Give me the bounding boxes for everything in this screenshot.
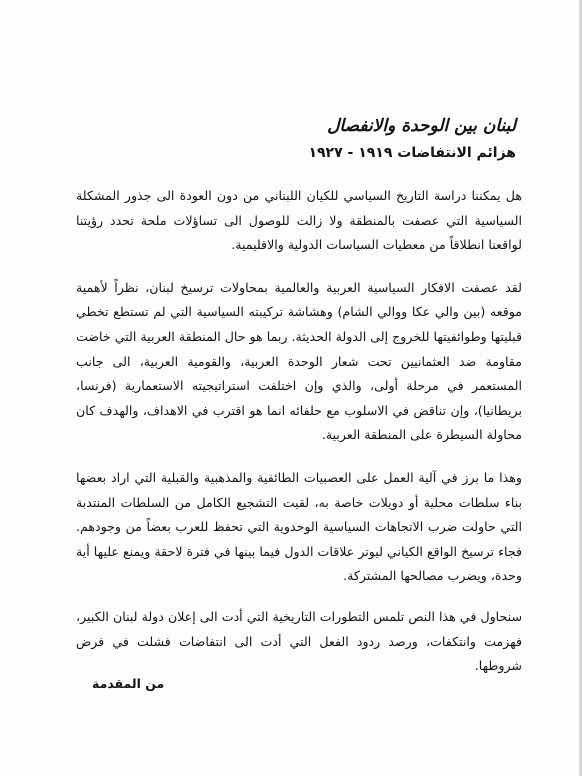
paragraph-3: وهذا ما برز في آلية العمل على العصبيات الطائفية والمذهبية والقبلية التي اراد بعضها بناء سلطات محلية أو دويلات خاصة به، لقيت التشجيع الكامل من السلطات المنتدبة التي حاولت ضرب الاتجاهات السياسية الوحدوية التي تحفظ للعرب بعضاً من وجودهم. فجاء ترسيخ الواقع الكياني ليوتر علاقات الدول فيما بينها في فترة لاحقة ويمنع عليها أية وحدة، ويضرب مصالحها المشتركة.	[76, 469, 522, 584]
document-subtitle: هزائم الانتفاضات ١٩١٩ - ١٩٢٧	[308, 145, 516, 161]
paragraph-2: لقد عصفت الافكار السياسية العربية والعالمية بمحاولات ترسيخ لبنان، نظراً لأهمية موقعه (بين والي عكا ووالي الشام) وهشاشة تركيبته السياسية التي لم تستطع تخطي قبليتها وطوائفيتها للخروج إلى الدولة الحديثة. ربما هو حال المنطقة العربية التي خاضت مقاومة ضد العثمانيين تحت شعار الوحدة العربية، والقومية العربية، الى جانب المستعمر في مرحلة أولى، والذي وإن اختلفت استراتيجيته الاستعمارية (فرنسا، بريطانيا)، وإن تناقض في الاسلوب مع حلفائه انما هو اقترب في الاهداف، والهدف كان محاولة السيطرة على المنطقة العربية.	[76, 279, 522, 443]
source-note: من المقدمة	[92, 676, 165, 691]
document-title: لبنان بين الوحدة والانفصال	[327, 116, 516, 136]
paragraph-4: سنحاول في هذا النص تلمس التطورات التاريخية التي أدت الى إعلان دولة لبنان الكبير، فهزمت وانتكفات، ورصد ردود الفعل التي أدت الى انتفاضات فشلت في فرض شروطها.	[76, 608, 522, 674]
document-body	[76, 114, 522, 679]
paragraph-1: هل يمكننا دراسة التاريخ السياسي للكيان اللبناني من دون العودة الى جذور المشكلة السياسية التي عصفت بالمنطقة ولا زالت للوصول الى تساؤلات ملحة تحدد رؤيتنا لواقعنا انطلاقاً من معطيات السياسات الدولية والاقليمية.	[76, 188, 522, 253]
